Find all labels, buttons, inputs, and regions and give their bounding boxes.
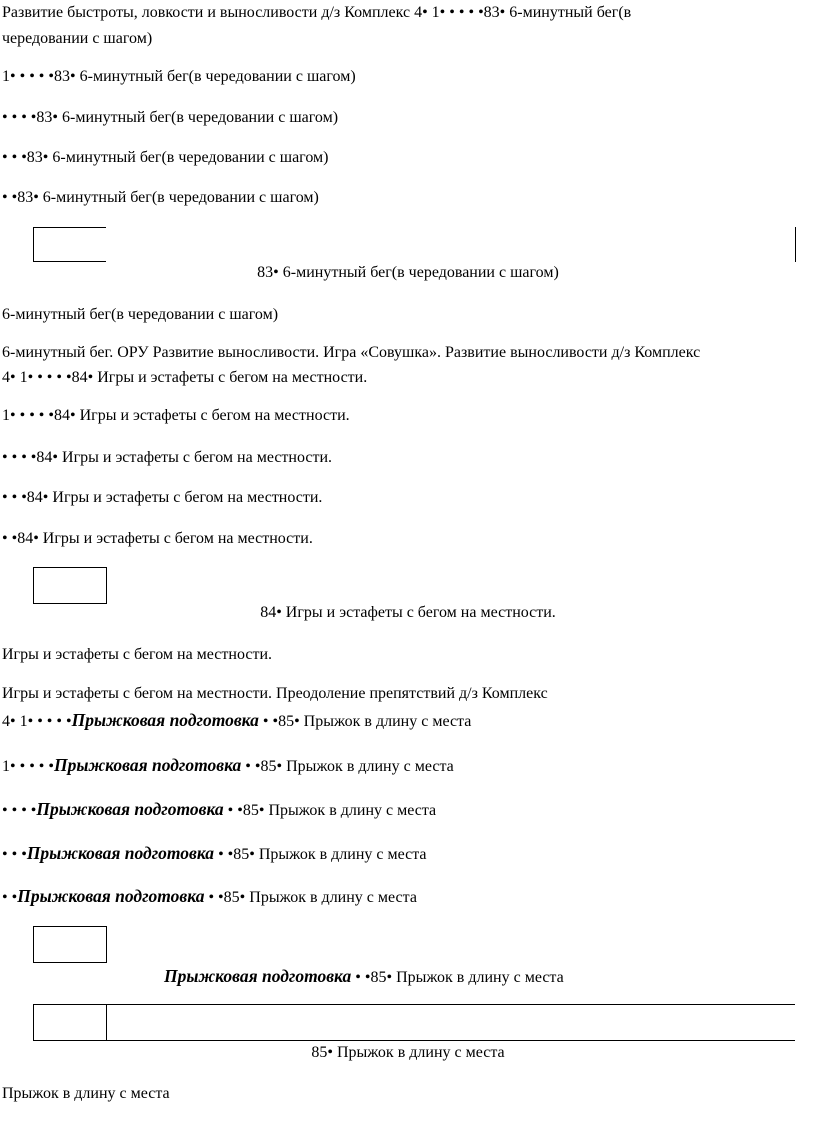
bullet-prefix: • • • [2,846,27,863]
text-line [2,799,436,821]
text-jump: Прыжок в длину с места [249,889,417,906]
bullet-prefix: • • [2,889,18,906]
text-jump: Прыжок в длину с места [396,969,564,986]
text-line [2,710,471,732]
text-line: 1• • • • •83• 6-минутный бег(в чередовании с шагом) [2,68,356,85]
bullet-mid: • •85• [204,889,250,906]
text-line: Игры и эстафеты с бегом на местности. [2,646,273,663]
bullet-mid: • •85• [258,713,304,730]
text-jump: Прыжок в длину с места [286,758,454,775]
table-bottom-rule [33,1040,795,1041]
text-line [164,966,564,988]
text-line: 84• Игры и эстафеты с бегом на местности. [260,604,556,621]
table-left-rule [33,1004,34,1040]
empty-box [33,926,107,963]
text-line: • • • •84• Игры и эстафеты с бегом на местности. [2,449,333,466]
heading-jump-training: Прыжковая подготовка [17,886,205,906]
table-top-rule [33,1004,795,1005]
empty-box [33,567,107,604]
text-line: 4• 1• • • • •84• Игры и эстафеты с бегом на местности. [2,369,368,386]
heading-jump-training: Прыжковая подготовка [26,843,215,863]
text-line: 6-минутный бег(в чередовании с шагом) [2,306,279,323]
text-line: 6-минутный бег. ОРУ Развитие выносливости. Игра «Совушка». Развитие выносливости д/з Комплекс [2,344,701,361]
text-line: Игры и эстафеты с бегом на местности. Преодоление препятствий д/з Комплекс [2,685,548,702]
text-line: 1• • • • •84• Игры и эстафеты с бегом на местности. [2,407,350,424]
heading-jump-training: Прыжковая подготовка [71,710,259,730]
heading-jump-training: Прыжковая подготовка [36,799,224,819]
vertical-rule [795,227,796,262]
bullet-mid: • •85• [241,758,287,775]
text-line: Развитие быстроты, ловкости и выносливости д/з Комплекс 4• 1• • • • •83• 6-минутный бег(в [2,4,632,21]
text-line: • •83• 6-минутный бег(в чередовании с шагом) [2,189,319,206]
bullet-mid: • •85• [214,846,259,863]
heading-jump-training: Прыжковая подготовка [54,755,242,775]
empty-box [33,227,106,262]
text-line: • • •83• 6-минутный бег(в чередовании с шагом) [2,149,329,166]
text-line: • • •84• Игры и эстафеты с бегом на местности. [2,489,323,506]
bullet-prefix: 1• • • • • [2,758,55,775]
text-line: чередовании с шагом) [2,30,153,47]
text-line: 83• 6-минутный бег(в чередовании с шагом) [257,264,559,281]
bullet-mid: • •85• [223,802,269,819]
bullet-prefix: • • • • [2,802,37,819]
text-line: • •84• Игры и эстафеты с бегом на местности. [2,530,313,547]
table-divider-rule [106,1004,107,1040]
text-line: 85• Прыжок в длину с места [311,1044,505,1061]
text-jump: Прыжок в длину с места [268,802,437,819]
bullet-prefix: 4• 1• • • • • [2,713,72,730]
bullet-mid: • •85• [351,969,397,986]
text-line [2,843,427,865]
text-line [2,755,454,777]
text-jump: Прыжок в длину с места [258,846,427,863]
text-line: • • • •83• 6-минутный бег(в чередовании с шагом) [2,109,339,126]
heading-jump-training: Прыжковая подготовка [164,966,352,986]
text-line [2,886,417,908]
text-line: Прыжок в длину с места [2,1085,170,1102]
text-jump: Прыжок в длину с места [303,713,472,730]
